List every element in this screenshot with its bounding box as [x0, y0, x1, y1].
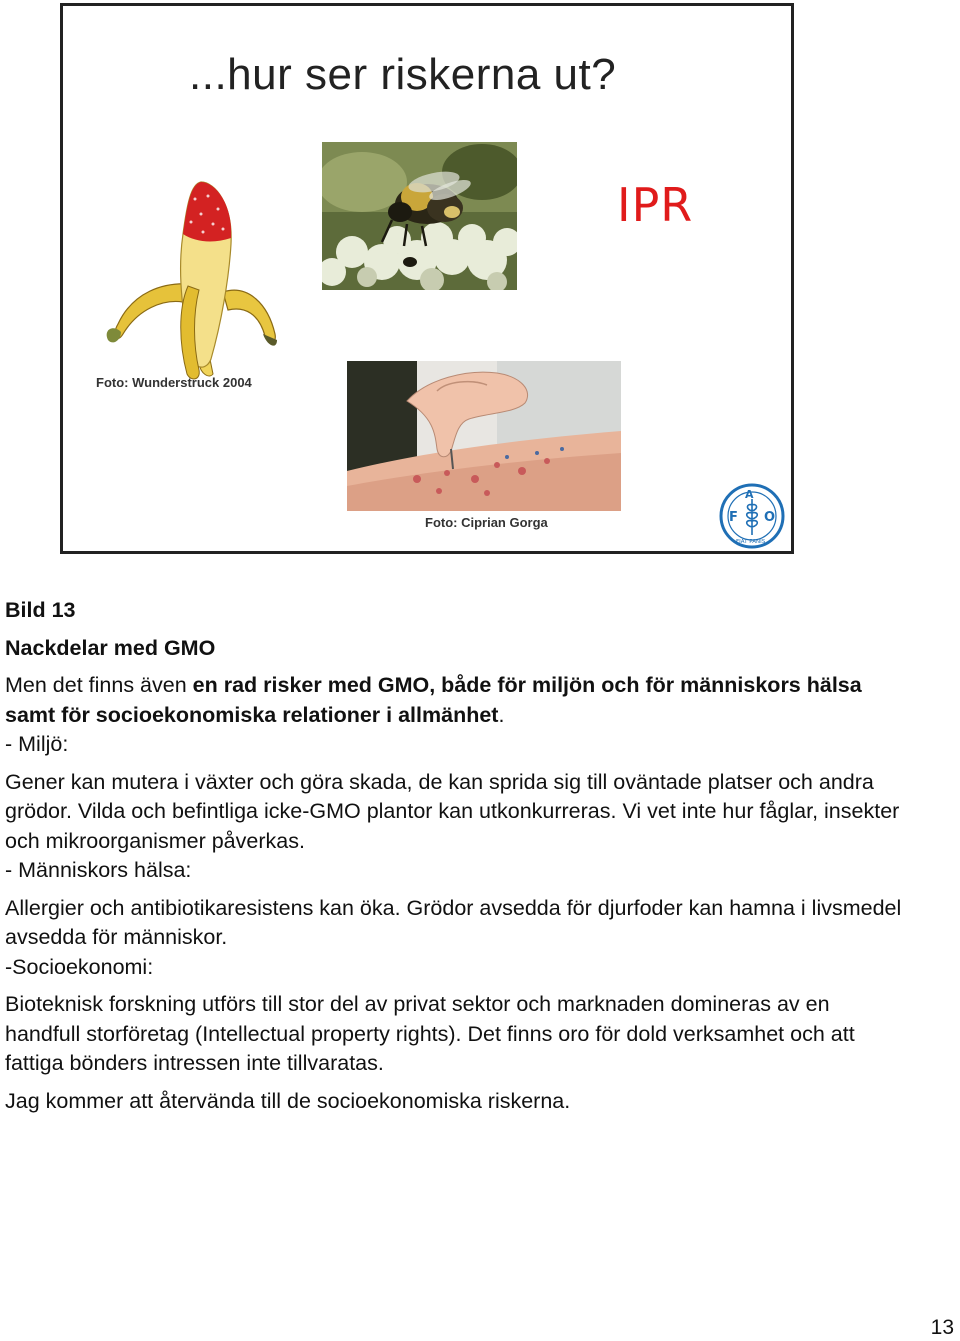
skin-prick-test-photo [347, 361, 621, 511]
intro-bold: en rad risker med GMO, både för miljön och för människors hälsa samt för socioekonomiska relationer i allmänhet [5, 673, 862, 727]
slide-title: ...hur ser riskerna ut? [189, 50, 617, 99]
speaker-notes [5, 596, 905, 1116]
bee-photo [322, 142, 517, 290]
fao-logo-letter-a: A [745, 488, 754, 501]
health-label: - Människors hälsa: [5, 858, 192, 882]
fao-logo-motto: FIAT PANIS [736, 539, 766, 545]
slide-label: Bild 13 [5, 598, 76, 622]
ipr-label: IPR [617, 178, 694, 232]
banana-photo [83, 174, 303, 389]
banana-photo-credit: Foto: Wunderstruck 2004 [96, 375, 252, 390]
intro-suffix: . [498, 702, 505, 727]
health-text: Allergier och antibiotikaresistens kan öka. Grödor avsedda för djurfoder kan hamna i livsmedel avsedda för människor. [5, 895, 902, 949]
notes-heading: Nackdelar med GMO [5, 635, 216, 660]
intro-paragraph [5, 671, 905, 730]
page-number: 13 [930, 1316, 954, 1339]
fao-logo-letter-f: F [729, 510, 738, 525]
intro-prefix: Men det finns även [5, 673, 193, 697]
environment-text: Gener kan mutera i växter och göra skada, de kan sprida sig till oväntade platser och andra grödor. Vilda och befintliga icke-GMO plantor kan utkonkurreras. Vi vet inte hur fåglar, insekter och mikroorganismer påverkas. [5, 769, 900, 853]
slide-frame [60, 3, 794, 554]
closing-text: Jag kommer att återvända till de socioekonomiska riskerna. [5, 1088, 571, 1113]
socioeconomy-label: -Socioekonomi: [5, 954, 154, 979]
environment-label: - Miljö: [5, 732, 69, 756]
socioeconomy-text: Bioteknisk forskning utförs till stor del av privat sektor och marknaden domineras av en handfull storföretag (Intellectual property rights). Det finns oro för dold verksamhet och att fattiga bönders intressen inte tillvaratas. [5, 992, 855, 1075]
fao-logo [719, 481, 785, 551]
skin-test-photo-credit: Foto: Ciprian Gorga [425, 515, 548, 530]
fao-logo-letter-o: O [764, 510, 776, 525]
